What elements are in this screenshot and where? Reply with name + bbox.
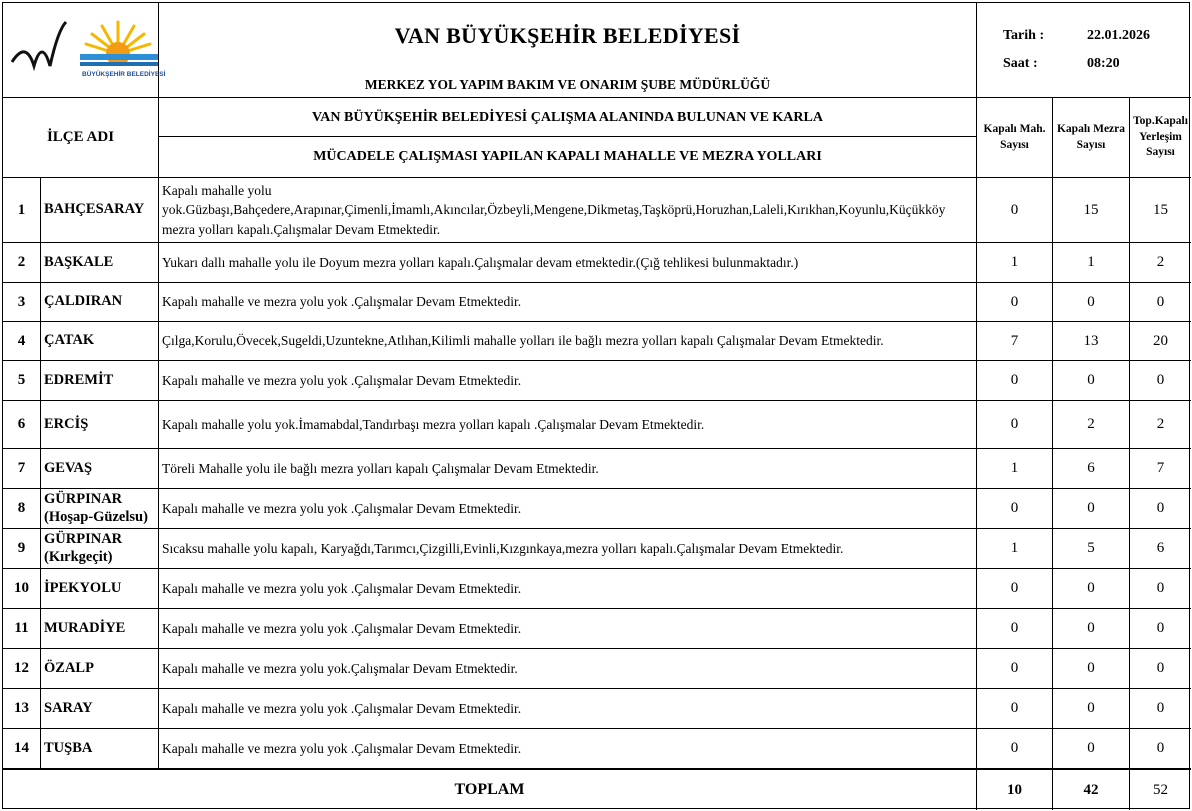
- closed-mah-count: 0: [977, 489, 1053, 529]
- road-status-description: Çılga,Korulu,Övecek,Sugeldi,Uzuntekne,Atlıhan,Kilimli mahalle yolları ile bağlı mezra yolları kapalı Çalışmalar Devam Etmektedir.: [159, 322, 977, 361]
- row-number: 8: [3, 489, 41, 529]
- report-table: [2, 2, 1190, 809]
- closed-mah-count: 0: [977, 178, 1053, 243]
- total-closed-count: 20: [1130, 322, 1191, 361]
- total-closed-count: 0: [1130, 569, 1191, 609]
- row-number: 4: [3, 322, 41, 361]
- road-status-description: Kapalı mahalle ve mezra yolu yok.Çalışmalar Devam Etmektedir.: [159, 649, 977, 689]
- closed-mah-header: Kapalı Mah. Sayısı: [977, 98, 1053, 178]
- district-name: SARAY: [41, 689, 159, 729]
- closed-mah-count: 0: [977, 401, 1053, 449]
- closed-mezra-count: 0: [1053, 689, 1130, 729]
- district-name: ÇATAK: [41, 322, 159, 361]
- road-status-description: Kapalı mahalle yolu yok.Güzbaşı,Bahçedere,Arapınar,Çimenli,İmamlı,Akıncılar,Özbeyli,Mengene,Dikmetaş,Taşköprü,Horuzhan,Laleli,Kırıkhan,Koyunlu,Küçükköy mezra yolları kapalı.Çalışmalar Devam Etmektedir.: [159, 178, 977, 243]
- road-status-description: Kapalı mahalle ve mezra yolu yok .Çalışmalar Devam Etmektedir.: [159, 489, 977, 529]
- closed-mezra-count: 0: [1053, 609, 1130, 649]
- closed-mezra-count: 5: [1053, 529, 1130, 569]
- time-value: 08:20: [1087, 56, 1120, 71]
- page-title: VAN BÜYÜKŞEHİR BELEDİYESİ: [394, 23, 741, 48]
- closed-mezra-count: 0: [1053, 649, 1130, 689]
- closed-mezra-count: 0: [1053, 361, 1130, 401]
- time-label: Saat :: [1003, 56, 1038, 71]
- row-number: 14: [3, 729, 41, 769]
- description-header-line2: MÜCADELE ÇALIŞMASI YAPILAN KAPALI MAHALLE VE MEZRA YOLLARI: [159, 137, 977, 178]
- road-status-description: Kapalı mahalle yolu yok.İmamabdal,Tandırbaşı mezra yolları kapalı .Çalışmalar Devam Etmektedir.: [159, 401, 977, 449]
- date-label: Tarih :: [1003, 28, 1045, 43]
- total-closed-count: 2: [1130, 401, 1191, 449]
- district-name: ERCİŞ: [41, 401, 159, 449]
- total-closed-count: 2: [1130, 243, 1191, 283]
- description-header-line1: VAN BÜYÜKŞEHİR BELEDİYESİ ÇALIŞMA ALANINDA BULUNAN VE KARLA: [159, 98, 977, 137]
- closed-mezra-count: 0: [1053, 283, 1130, 322]
- district-name: İPEKYOLU: [41, 569, 159, 609]
- closed-mezra-count: 6: [1053, 449, 1130, 489]
- closed-mah-count: 1: [977, 243, 1053, 283]
- closed-mah-count: 0: [977, 283, 1053, 322]
- total-closed-count: 15: [1130, 178, 1191, 243]
- closed-mezra-count: 1: [1053, 243, 1130, 283]
- closed-mezra-count: 2: [1053, 401, 1130, 449]
- svg-text:BÜYÜKŞEHİR BELEDİYESİ: BÜYÜKŞEHİR BELEDİYESİ: [81, 71, 165, 78]
- closed-mah-count: 0: [977, 729, 1053, 769]
- closed-mah-count: 1: [977, 449, 1053, 489]
- total-mezra-value: 42: [1053, 769, 1130, 810]
- closed-mah-count: 1: [977, 529, 1053, 569]
- district-name: GEVAŞ: [41, 449, 159, 489]
- district-name: MURADİYE: [41, 609, 159, 649]
- district-name: BAHÇESARAY: [41, 178, 159, 243]
- closed-mah-count: 0: [977, 361, 1053, 401]
- page-subtitle: MERKEZ YOL YAPIM BAKIM VE ONARIM ŞUBE MÜDÜRLÜĞÜ: [364, 77, 771, 92]
- row-number: 2: [3, 243, 41, 283]
- district-name: ÖZALP: [41, 649, 159, 689]
- road-status-description: Kapalı mahalle ve mezra yolu yok .Çalışmalar Devam Etmektedir.: [159, 361, 977, 401]
- total-closed-count: 7: [1130, 449, 1191, 489]
- total-closed-count: 0: [1130, 689, 1191, 729]
- row-number: 6: [3, 401, 41, 449]
- total-closed-count: 0: [1130, 361, 1191, 401]
- closed-mah-count: 0: [977, 569, 1053, 609]
- date-value: 22.01.2026: [1087, 28, 1150, 43]
- closed-mah-count: 0: [977, 649, 1053, 689]
- logo: [3, 3, 165, 98]
- closed-mezra-count: 0: [1053, 729, 1130, 769]
- row-number: 13: [3, 689, 41, 729]
- row-number: 1: [3, 178, 41, 243]
- district-name: GÜRPINAR (Kırkgeçit): [41, 529, 159, 569]
- closed-mezra-count: 0: [1053, 489, 1130, 529]
- closed-mah-count: 0: [977, 689, 1053, 729]
- closed-mezra-count: 0: [1053, 569, 1130, 609]
- total-closed-count: 0: [1130, 649, 1191, 689]
- district-name: ÇALDIRAN: [41, 283, 159, 322]
- row-number: 12: [3, 649, 41, 689]
- grand-total-value: 52: [1130, 769, 1191, 810]
- road-status-description: Kapalı mahalle ve mezra yolu yok .Çalışmalar Devam Etmektedir.: [159, 609, 977, 649]
- row-number: 10: [3, 569, 41, 609]
- district-name: EDREMİT: [41, 361, 159, 401]
- district-name: TUŞBA: [41, 729, 159, 769]
- total-mah-value: 10: [977, 769, 1053, 810]
- row-number: 7: [3, 449, 41, 489]
- district-name: BAŞKALE: [41, 243, 159, 283]
- closed-mah-count: 0: [977, 609, 1053, 649]
- closed-mezra-count: 15: [1053, 178, 1130, 243]
- total-label: TOPLAM: [3, 769, 977, 810]
- road-status-description: Töreli Mahalle yolu ile bağlı mezra yolları kapalı Çalışmalar Devam Etmektedir.: [159, 449, 977, 489]
- closed-mah-count: 7: [977, 322, 1053, 361]
- title-block: [159, 3, 977, 98]
- total-closed-count: 0: [1130, 729, 1191, 769]
- road-status-description: Yukarı dallı mahalle yolu ile Doyum mezra yolları kapalı.Çalışmalar devam etmektedir.(Çığ tehlikesi bulunmaktadır.): [159, 243, 977, 283]
- closed-mezra-count: 13: [1053, 322, 1130, 361]
- datetime-block: [977, 3, 1191, 98]
- van-municipality-logo-icon: [6, 10, 165, 90]
- date-row: [1003, 28, 1150, 44]
- row-number: 3: [3, 283, 41, 322]
- road-status-description: Kapalı mahalle ve mezra yolu yok .Çalışmalar Devam Etmektedir.: [159, 283, 977, 322]
- district-name: GÜRPINAR (Hoşap-Güzelsu): [41, 489, 159, 529]
- total-closed-count: 0: [1130, 609, 1191, 649]
- road-status-description: Kapalı mahalle ve mezra yolu yok .Çalışmalar Devam Etmektedir.: [159, 689, 977, 729]
- row-number: 5: [3, 361, 41, 401]
- total-closed-count: 6: [1130, 529, 1191, 569]
- total-closed-count: 0: [1130, 489, 1191, 529]
- closed-mezra-header: Kapalı Mezra Sayısı: [1053, 98, 1130, 178]
- time-row: [1003, 56, 1120, 72]
- total-closed-count: 0: [1130, 283, 1191, 322]
- total-closed-header: Top.Kapalı Yerleşim Sayısı: [1130, 98, 1191, 178]
- road-status-description: Sıcaksu mahalle yolu kapalı, Karyağdı,Tarımcı,Çizgilli,Evinli,Kızgınkaya,mezra yolları kapalı.Çalışmalar Devam Etmektedir.: [159, 529, 977, 569]
- row-number: 9: [3, 529, 41, 569]
- row-number: 11: [3, 609, 41, 649]
- district-column-header: İLÇE ADI: [3, 98, 159, 178]
- road-status-description: Kapalı mahalle ve mezra yolu yok .Çalışmalar Devam Etmektedir.: [159, 569, 977, 609]
- road-status-description: Kapalı mahalle ve mezra yolu yok .Çalışmalar Devam Etmektedir.: [159, 729, 977, 769]
